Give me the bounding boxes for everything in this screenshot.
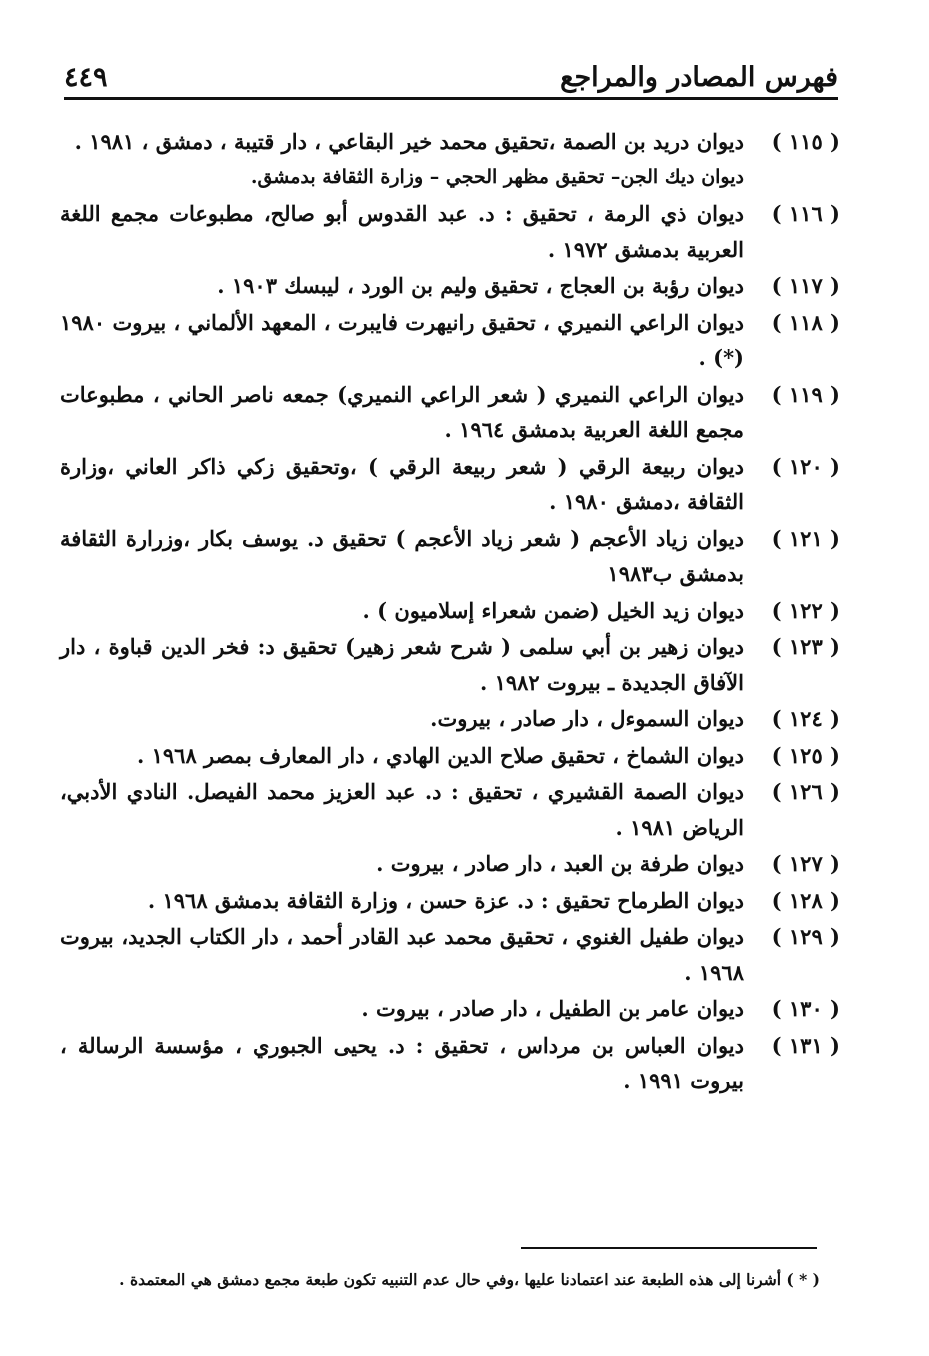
- bibliography-entry: [60, 774, 840, 845]
- entry-text: [60, 124, 744, 195]
- bibliography-entry: [60, 701, 840, 737]
- header-rule: [64, 97, 838, 100]
- footnote: ( * ) أشرنا إلى هذه الطبعة عند اعتمادنا عليها ،وفي حال عدم التنبيه تكون طبعة مجمع دمشق هي المعتمدة .: [119, 1270, 820, 1289]
- page-number: ٤٤٩: [64, 62, 108, 93]
- entry-text: ديوان رؤبة بن العجاج ، تحقيق وليم بن الورد ، ليبسك ١٩٠٣ .: [217, 273, 744, 298]
- entry-number: ( ١٢٦ ): [771, 779, 840, 804]
- bibliography-entry: [60, 1028, 840, 1099]
- entry-text: ديوان طرفة بن العبد ، دار صادر ، بيروت .: [376, 851, 744, 876]
- bibliography-entry: [60, 196, 840, 267]
- entry-number: ( ١١٦ ): [771, 201, 840, 226]
- bibliography-entry: [60, 305, 840, 376]
- entry-main-text: ديوان دريد بن الصمة ،تحقيق محمد خير البقاعي ، دار قتيبة ، دمشق ، ١٩٨١ .: [74, 129, 744, 154]
- entry-text: ديوان زيد الخيل (ضمن شعراء إسلاميون ) .: [362, 597, 744, 623]
- bibliography-entry: [60, 449, 840, 520]
- page-header: [64, 58, 838, 98]
- entry-text: ديوان زهير بن أبي سلمى ( شرح شعر زهير) تحقيق د: فخر الدين قباوة ، دار الآفاق الجديدة ـ بيروت ١٩٨٢ .: [60, 634, 744, 695]
- bibliography-entry: [60, 738, 840, 774]
- bibliography-entry: [60, 377, 840, 448]
- entry-number: ( ١٢١ ): [771, 525, 840, 551]
- entry-number: ( ١١٥ ): [771, 129, 840, 154]
- entry-text: ديوان السموءل ، دار صادر ، بيروت.: [430, 706, 744, 731]
- bibliography-entry: [60, 883, 840, 919]
- entry-number: ( ١٢٢ ): [771, 597, 840, 623]
- entry-text: ديوان الراعي النميري ، تحقيق رانيهرت فايبرت ، المعهد الألماني ، بيروت ١٩٨٠ (*) .: [60, 309, 744, 370]
- entry-text: ديوان طفيل الغنوي ، تحقيق محمد عبد القادر أحمد ، دار الكتاب الجديد، بيروت ١٩٦٨ .: [60, 924, 744, 985]
- bibliography-entry: [60, 991, 840, 1027]
- entry-number: ( ١٢٤ ): [771, 706, 840, 731]
- entry-number: ( ١٢٩ ): [771, 924, 840, 949]
- entry-number: ( ١٢٨ ): [771, 887, 840, 913]
- bibliography-entry: [60, 846, 840, 882]
- entry-text: ديوان الشماخ ، تحقيق صلاح الدين الهادي ، دار المعارف بمصر ١٩٦٨ .: [137, 742, 744, 768]
- bibliography-entry: [60, 629, 840, 700]
- bibliography-list: [60, 124, 840, 1100]
- entry-text: ديوان العباس بن مرداس ، تحقيق : د. يحيى الجبوري ، مؤسسة الرسالة ، بيروت ١٩٩١ .: [60, 1032, 744, 1093]
- footnote-rule: [521, 1247, 817, 1249]
- bibliography-entry: [60, 268, 840, 304]
- entry-number: ( ١١٩ ): [771, 381, 840, 407]
- entry-text: ديوان ذي الرمة ، تحقيق : د. عبد القدوس أبو صالح، مطبوعات مجمع اللغة العربية بدمشق ١٩٧٢ .: [60, 201, 744, 262]
- entry-number: ( ١٢٠ ): [771, 453, 840, 479]
- bibliography-entry: [60, 521, 840, 592]
- bibliography-entry: [60, 124, 840, 195]
- entry-number: ( ١٣٠ ): [771, 996, 840, 1021]
- entry-text: ديوان الراعي النميري ( شعر الراعي النميري) جمعه ناصر الحاني ، مطبوعات مجمع اللغة العربية بدمشق ١٩٦٤ .: [60, 381, 744, 442]
- entry-text: ديوان الصمة القشيري ، تحقيق : د. عبد العزيز محمد الفيصل. النادي الأدبي، الرياض ١٩٨١ .: [60, 779, 744, 840]
- entry-number: ( ١١٨ ): [771, 309, 840, 335]
- bibliography-entry: [60, 919, 840, 990]
- entry-text: ديوان زياد الأعجم ( شعر زياد الأعجم ) تحقيق د. يوسف بكار ،وزرارة الثقافة بدمشق ب١٩٨٣: [60, 525, 744, 586]
- entry-number: ( ١٢٥ ): [771, 742, 840, 768]
- entry-text: ديوان عامر بن الطفيل ، دار صادر ، بيروت .: [361, 996, 744, 1021]
- entry-number: ( ١٢٣ ): [771, 634, 840, 659]
- entry-sub-text: ديوان ديك الجن– تحقيق مظهر الحجي – وزارة الثقافة بدمشق.: [250, 165, 744, 188]
- bibliography-entry: [60, 593, 840, 629]
- entry-number: ( ١٢٧ ): [771, 851, 840, 876]
- entry-number: ( ١٣١ ): [771, 1032, 840, 1058]
- entry-text: ديوان الطرماح تحقيق : د. عزة حسن ، وزارة الثقافة بدمشق ١٩٦٨ .: [147, 887, 744, 913]
- entry-number: ( ١١٧ ): [771, 273, 840, 298]
- running-head: فهرس المصادر والمراجع: [560, 62, 838, 93]
- entry-text: ديوان ربيعة الرقي ( شعر ربيعة الرقي ) ،وتحقيق زكي ذاكر العاني ،وزارة الثقافة ،دمشق ١٩٨٠ .: [60, 453, 744, 514]
